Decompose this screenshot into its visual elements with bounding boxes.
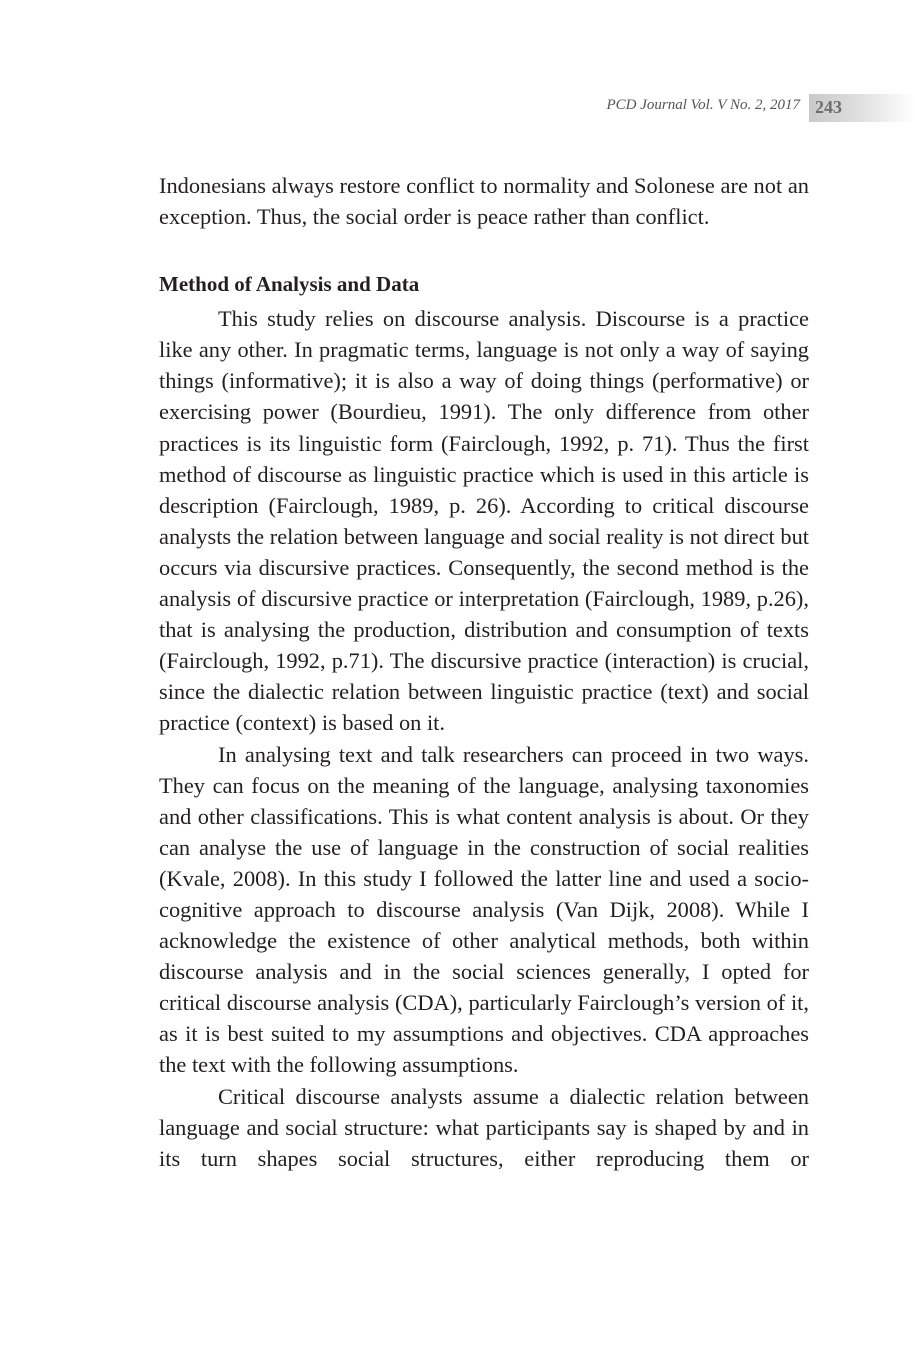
intro-paragraph: Indonesians always restore conflict to normality and Solonese are not an exception. Thus, the social order is peace rather than conflict. (159, 173, 809, 230)
page-number: 243 (815, 97, 842, 117)
body-text (159, 170, 809, 1174)
paragraph-1: This study relies on discourse analysis. Discourse is a practice like any other. In pragmatic terms, language is not only a way of saying things (informative); it is also a way of doing things (performative) or exercising power (Bourdieu, 1991). The only difference from other practices is its linguistic form (Fairclough, 1992, p. 71). Thus the first method of discourse as linguistic practice which is used in this article is description (Fairclough, 1989, p. 26). According to critical discourse analysts the relation between language and social reality is not direct but occurs via discursive practices. Consequently, the second method is the analysis of discursive practice or interpretation (Fairclough, 1989, p.26), that is analysing the production, distribution and consumption of texts (Fairclough, 1992, p.71). The discursive practice (interaction) is crucial, since the dialectic relation between linguistic practice (text) and social practice (context) is based on it. (159, 306, 809, 736)
running-head: PCD Journal Vol. V No. 2, 2017 (606, 97, 800, 113)
paragraph-2: In analysing text and talk researchers can proceed in two ways. They can focus on the meaning of the language, analysing taxonomies and other classifications. This is what content analysis is about. Or they can analyse the use of language in the construction of social realities (Kvale, 2008). In this study I followed the latter line and used a socio-cognitive approach to discourse analysis (Van Dijk, 2008). While I acknowledge the existence of other analytical methods, both within discourse analysis and in the social sciences generally, I opted for critical discourse analysis (CDA), particularly Fairclough’s version of it, as it is best suited to my assumptions and objectives. CDA approaches the text with the following assumptions. (159, 741, 809, 1078)
paragraph-3: Critical discourse analysts assume a dialectic relation between language and social structure: what participants say is shaped by and in its turn shapes social structures, either reproducing them or (159, 1083, 809, 1171)
page-number-tab (809, 94, 915, 122)
section-heading: Method of Analysis and Data (159, 272, 420, 297)
